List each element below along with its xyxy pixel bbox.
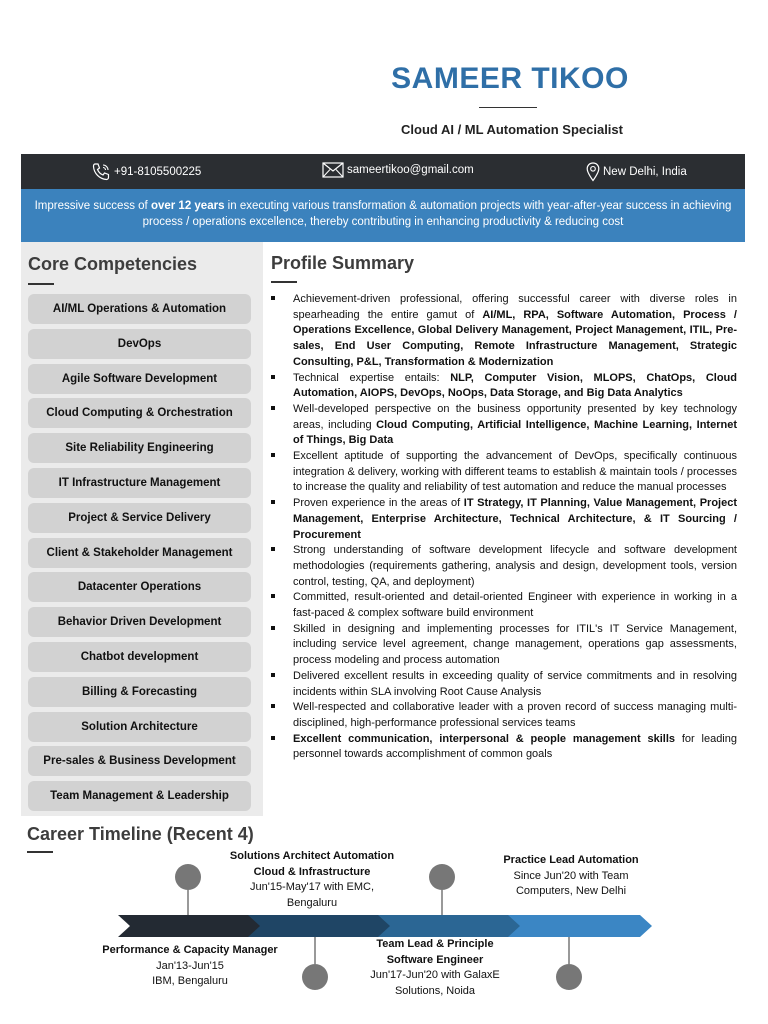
timeline-segment [248, 915, 392, 937]
competency-item: Datacenter Operations [28, 572, 251, 602]
competency-item: Client & Stakeholder Management [28, 538, 251, 568]
timeline-entry-4 [486, 853, 656, 900]
summary-bullet-text: Skilled in designing and implementing processes for ITIL's IT Service Management, including service level agreement, change management, operations gap assessments, process modeling and process automation [293, 622, 737, 667]
email-address[interactable]: sameertikoo@gmail.com [347, 164, 474, 176]
timeline-entry-org: Solutions, Noida [394, 984, 476, 997]
summary-bullet-text: Committed, result-oriented and detail-oriented Engineer with experience in working in a fast-paced & complex software build environment [293, 591, 737, 620]
candidate-name: SAMEER TIKOO [391, 62, 629, 95]
career-timeline-title: Career Timeline (Recent 4) [27, 824, 254, 844]
timeline-entry-org: IBM, Bengaluru [152, 975, 228, 987]
timeline-entry-title: Team Lead & Principle Software Engineer [376, 938, 494, 966]
summary-bullet-text: Delivered excellent results in exceeding quality of service commitments and in resolving incidents within SLA involving Root Cause Analysis [293, 669, 737, 698]
summary-bullet-bold: Excellent communication, interpersonal & people management skills [293, 732, 676, 745]
competency-item: Cloud Computing & Orchestration [28, 398, 251, 428]
summary-bullet-text: Well-respected and collaborative leader with a proven record of success managing multi-disciplined, high-performance professional services teams [293, 701, 737, 729]
competency-item: Behavior Driven Development [28, 607, 251, 637]
competency-item: AI/ML Operations & Automation [28, 294, 251, 324]
summary-bullet-text: Well-developed perspective on the business opportunity presented by key technology areas, including [293, 402, 737, 431]
timeline-marker [175, 864, 201, 890]
summary-bullet-text: Excellent aptitude of supporting the advancement of DevOps, specifically continuous integration & delivery, working with different teams to establish & maintain tools / processes to increase the quality and reliability of test automation and reduce the manual processes [293, 450, 737, 494]
competency-item: Chatbot development [28, 642, 251, 672]
timeline-entry-2 [222, 849, 402, 911]
candidate-role: Cloud AI / ML Automation Specialist [401, 122, 623, 137]
timeline-entry-title: Solutions Architect Automation Cloud & Infrastructure [229, 850, 395, 878]
summary-bullet-text: Technical expertise entails: [293, 371, 451, 384]
competency-item: Pre-sales & Business Development [28, 746, 251, 776]
competency-item: Agile Software Development [28, 364, 251, 394]
summary-bullet-bold: NLP, Computer Vision, MLOPS, ChatOps, Cloud Automation, AIOPS, DevOps, NoOps, Data Storage, and Big Data Analytics [293, 371, 737, 400]
timeline-entry-title: Performance & Capacity Manager [102, 944, 278, 956]
timeline-entry-dates: Jan'13-Jun'15 [156, 959, 224, 972]
competency-item: Billing & Forecasting [28, 677, 251, 707]
timeline-marker [556, 964, 582, 990]
summary-bullet-text: Proven experience in the areas of [293, 497, 464, 510]
summary-text-pre: Impressive success of [34, 200, 151, 212]
competency-item: Solution Architecture [28, 712, 251, 742]
timeline-segment [508, 915, 652, 937]
timeline-entry-dates: Jun'17-Jun'20 with GalaxE [370, 969, 500, 981]
summary-bullet-text: Strong understanding of software development lifecycle and software development methodologies (requirements gathering, analysis and design, development tools, version control, testing, QA, and deployment) [293, 544, 737, 588]
summary-bullet-text: Achievement-driven professional, offering successful career with diverse roles in spearheading the entire gamut of [293, 293, 737, 321]
competency-item: DevOps [28, 329, 251, 359]
phone-number[interactable]: +91-8105500225 [114, 166, 202, 178]
summary-text-post: in executing various transformation & automation projects with year-after-year success in achieving process / operations excellence, thereby contributing in enhancing productivity & reducing cost [142, 200, 732, 228]
competency-item: Team Management & Leadership [28, 781, 251, 811]
summary-bullet-bold: AI/ML, RPA, Software Automation, Process / Operations Excellence, Global Delivery Management, Project Management, ITIL, Pre-sales, End User Computing, Remote Infrastructure Management, Strategic Consulting, P&L, Transformation & Modernization [293, 308, 737, 368]
timeline-entry-title: Practice Lead Automation [503, 854, 639, 866]
timeline-entry-3 [360, 937, 510, 999]
competency-item: Site Reliability Engineering [28, 433, 251, 463]
timeline-entry-org: Computers, New Delhi [515, 885, 627, 897]
competency-item: IT Infrastructure Management [28, 468, 251, 498]
timeline-entry-1 [95, 943, 285, 990]
location-text: New Delhi, India [603, 166, 687, 178]
timeline-marker [302, 964, 328, 990]
timeline-entry-org: Bengaluru [286, 896, 338, 909]
timeline-entry-dates: Since Jun'20 with Team [513, 869, 629, 882]
core-competencies-title: Core Competencies [28, 254, 198, 274]
competency-item: Project & Service Delivery [28, 503, 251, 533]
timeline-segment [118, 915, 262, 937]
summary-bullet-bold: Cloud Computing, Artificial Intelligence, Machine Learning, Internet of Things, Big Data [293, 418, 737, 447]
timeline-marker [429, 864, 455, 890]
timeline-segment [378, 915, 522, 937]
summary-bullet-bold: IT Strategy, IT Planning, Value Management, Project Management, Enterprise Architecture, Technical Architecture, & IT Sourcing / Procurement [293, 497, 738, 541]
profile-summary-title: Profile Summary [271, 253, 415, 273]
summary-bullet-text: for leading personnel towards accomplishment of common goals [293, 732, 737, 761]
timeline-entry-dates: Jun'15-May'17 with EMC, [249, 881, 375, 893]
summary-highlight: over 12 years [150, 200, 225, 212]
